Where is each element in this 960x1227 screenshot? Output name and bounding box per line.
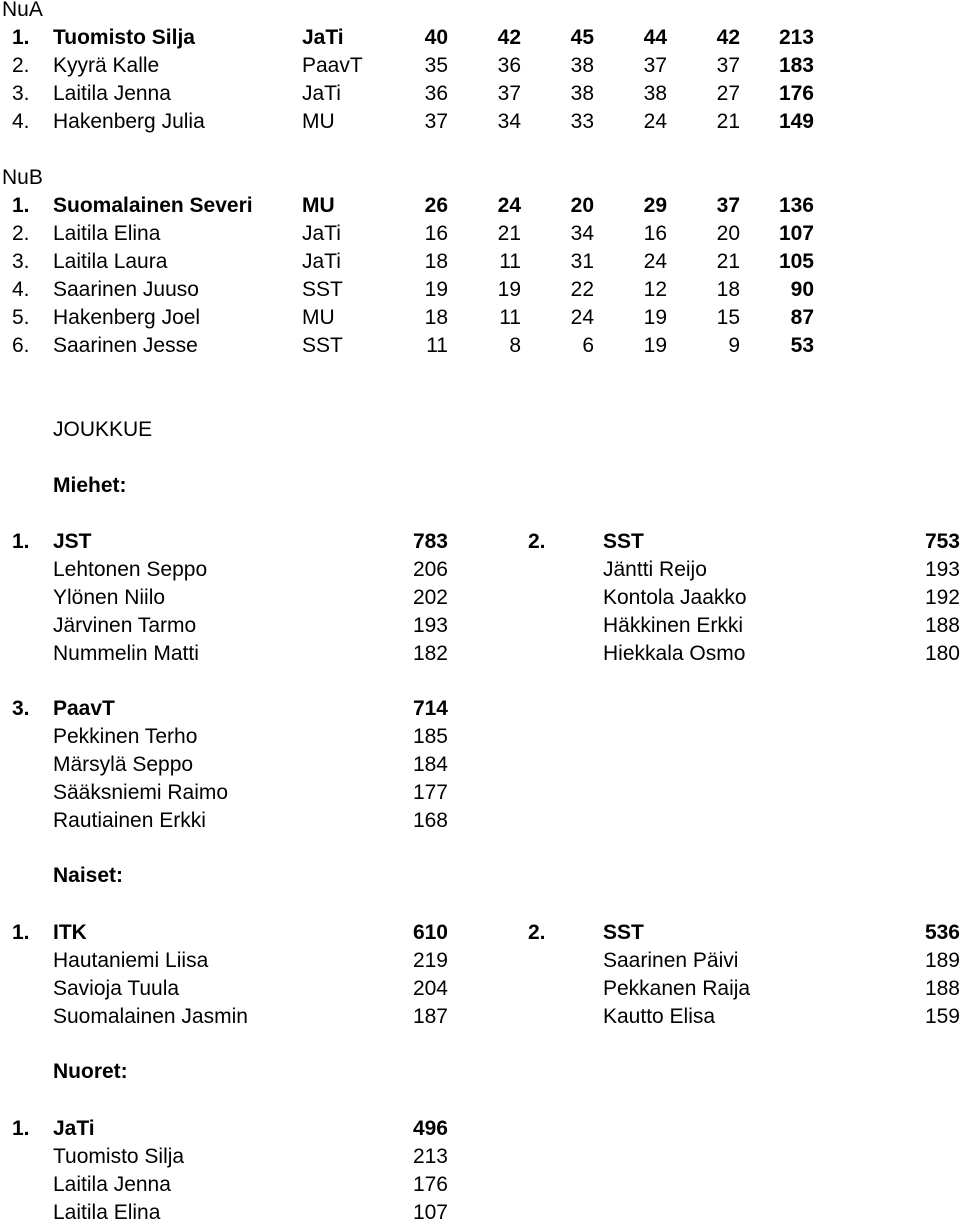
round-score: 21	[497, 222, 521, 245]
member-name: Tuomisto Silja	[53, 1145, 185, 1168]
round-score: 42	[716, 26, 740, 49]
total-score: 213	[778, 26, 814, 49]
team-rank: 2.	[528, 530, 546, 553]
athlete-name: Laitila Laura	[53, 250, 168, 273]
row-rank: 4.	[12, 278, 30, 301]
team-heading: JOUKKUE	[53, 418, 153, 441]
round-score: 19	[643, 334, 667, 357]
team-name: SST	[603, 530, 644, 553]
round-score: 18	[424, 306, 448, 329]
member-score: 213	[412, 1145, 448, 1168]
member-name: Häkkinen Erkki	[603, 614, 744, 637]
member-score: 182	[412, 642, 448, 665]
round-score: 24	[643, 110, 667, 133]
member-name: Rautiainen Erkki	[53, 809, 206, 832]
member-name: Laitila Elina	[53, 1201, 161, 1224]
athlete-name: Saarinen Jesse	[53, 334, 198, 357]
round-score: 29	[643, 194, 667, 217]
round-score: 20	[570, 194, 594, 217]
member-name: Märsylä Seppo	[53, 753, 194, 776]
round-score: 31	[570, 250, 594, 273]
member-name: Savioja Tuula	[53, 977, 180, 1000]
round-score: 45	[570, 26, 594, 49]
team-total: 536	[924, 921, 960, 944]
class-heading: NuA	[2, 0, 43, 21]
team-total: 714	[412, 697, 448, 720]
round-score: 37	[424, 110, 448, 133]
round-score: 37	[716, 54, 740, 77]
member-score: 176	[412, 1173, 448, 1196]
club-name: MU	[302, 194, 335, 217]
member-score: 206	[412, 558, 448, 581]
member-name: Saarinen Päivi	[603, 949, 739, 972]
round-score: 16	[643, 222, 667, 245]
round-score: 35	[424, 54, 448, 77]
round-score: 11	[426, 334, 448, 357]
member-name: Hautaniemi Liisa	[53, 949, 209, 972]
total-score: 149	[778, 110, 814, 133]
row-rank: 1.	[12, 26, 30, 49]
member-name: Laitila Jenna	[53, 1173, 171, 1196]
round-score: 19	[497, 278, 521, 301]
round-score: 18	[424, 250, 448, 273]
total-score: 176	[778, 82, 814, 105]
row-rank: 2.	[12, 54, 30, 77]
team-name: SST	[603, 921, 644, 944]
total-score: 136	[778, 194, 814, 217]
row-rank: 5.	[12, 306, 30, 329]
member-score: 107	[412, 1201, 448, 1224]
round-score: 18	[716, 278, 740, 301]
team-group-label: Naiset:	[53, 864, 124, 887]
member-score: 192	[924, 586, 960, 609]
member-score: 193	[924, 558, 960, 581]
member-score: 184	[412, 753, 448, 776]
round-score: 34	[497, 110, 521, 133]
round-score: 24	[497, 194, 521, 217]
round-score: 8	[509, 334, 521, 357]
round-score: 38	[570, 54, 594, 77]
member-score: 189	[924, 949, 960, 972]
round-score: 16	[424, 222, 448, 245]
member-score: 188	[924, 614, 960, 637]
total-score: 183	[778, 54, 814, 77]
member-name: Hiekkala Osmo	[603, 642, 746, 665]
team-total: 610	[412, 921, 448, 944]
member-score: 188	[924, 977, 960, 1000]
member-score: 159	[924, 1005, 960, 1028]
round-score: 22	[570, 278, 594, 301]
club-name: MU	[302, 306, 335, 329]
member-score: 185	[412, 725, 448, 748]
member-score: 187	[412, 1005, 448, 1028]
round-score: 21	[716, 110, 740, 133]
round-score: 21	[716, 250, 740, 273]
round-score: 37	[643, 54, 667, 77]
round-score: 6	[582, 334, 594, 357]
member-name: Nummelin Matti	[53, 642, 199, 665]
round-score: 37	[716, 194, 740, 217]
club-name: SST	[302, 278, 343, 301]
member-name: Kautto Elisa	[603, 1005, 716, 1028]
member-score: 202	[412, 586, 448, 609]
round-score: 24	[643, 250, 667, 273]
round-score: 42	[497, 26, 521, 49]
athlete-name: Kyyrä Kalle	[53, 54, 160, 77]
member-score: 168	[412, 809, 448, 832]
row-rank: 3.	[12, 250, 30, 273]
round-score: 44	[643, 26, 667, 49]
member-name: Lehtonen Seppo	[53, 558, 208, 581]
club-name: JaTi	[302, 250, 341, 273]
athlete-name: Saarinen Juuso	[53, 278, 199, 301]
team-total: 783	[412, 530, 448, 553]
athlete-name: Hakenberg Joel	[53, 306, 201, 329]
team-rank: 3.	[12, 697, 30, 720]
member-name: Jäntti Reijo	[603, 558, 707, 581]
row-rank: 4.	[12, 110, 30, 133]
class-heading: NuB	[2, 166, 43, 189]
member-name: Suomalainen Jasmin	[53, 1005, 248, 1028]
club-name: JaTi	[302, 82, 341, 105]
member-name: Ylönen Niilo	[53, 586, 166, 609]
team-rank: 2.	[528, 921, 546, 944]
round-score: 20	[716, 222, 740, 245]
club-name: JaTi	[302, 222, 341, 245]
round-score: 38	[643, 82, 667, 105]
round-score: 19	[643, 306, 667, 329]
team-total: 496	[412, 1117, 448, 1140]
member-score: 193	[412, 614, 448, 637]
team-rank: 1.	[12, 530, 30, 553]
club-name: SST	[302, 334, 343, 357]
round-score: 15	[716, 306, 740, 329]
total-score: 90	[790, 278, 814, 301]
member-name: Pekkinen Terho	[53, 725, 198, 748]
total-score: 105	[778, 250, 814, 273]
club-name: PaavT	[302, 54, 363, 77]
round-score: 11	[499, 250, 521, 273]
team-group-label: Nuoret:	[53, 1060, 128, 1083]
team-total: 753	[924, 530, 960, 553]
round-score: 19	[424, 278, 448, 301]
total-score: 53	[790, 334, 814, 357]
row-rank: 2.	[12, 222, 30, 245]
member-name: Järvinen Tarmo	[53, 614, 197, 637]
member-score: 204	[412, 977, 448, 1000]
round-score: 11	[499, 306, 521, 329]
round-score: 34	[570, 222, 594, 245]
round-score: 24	[570, 306, 594, 329]
athlete-name: Suomalainen Severi	[53, 194, 253, 217]
athlete-name: Tuomisto Silja	[53, 26, 195, 49]
member-name: Kontola Jaakko	[603, 586, 747, 609]
round-score: 36	[424, 82, 448, 105]
total-score: 87	[790, 306, 814, 329]
member-score: 219	[412, 949, 448, 972]
row-rank: 1.	[12, 194, 30, 217]
team-name: PaavT	[53, 697, 115, 720]
round-score: 26	[424, 194, 448, 217]
team-name: JaTi	[53, 1117, 95, 1140]
member-name: Sääksniemi Raimo	[53, 781, 229, 804]
club-name: JaTi	[302, 26, 344, 49]
round-score: 37	[497, 82, 521, 105]
round-score: 40	[424, 26, 448, 49]
athlete-name: Laitila Jenna	[53, 82, 171, 105]
member-name: Pekkanen Raija	[603, 977, 751, 1000]
round-score: 33	[570, 110, 594, 133]
round-score: 9	[728, 334, 740, 357]
round-score: 27	[716, 82, 740, 105]
athlete-name: Hakenberg Julia	[53, 110, 205, 133]
club-name: MU	[302, 110, 335, 133]
team-rank: 1.	[12, 921, 30, 944]
round-score: 38	[570, 82, 594, 105]
row-rank: 3.	[12, 82, 30, 105]
team-name: ITK	[53, 921, 87, 944]
team-group-label: Miehet:	[53, 474, 127, 497]
member-score: 180	[924, 642, 960, 665]
row-rank: 6.	[12, 334, 30, 357]
member-score: 177	[412, 781, 448, 804]
round-score: 12	[643, 278, 667, 301]
round-score: 36	[497, 54, 521, 77]
athlete-name: Laitila Elina	[53, 222, 161, 245]
team-name: JST	[53, 530, 92, 553]
total-score: 107	[778, 222, 814, 245]
team-rank: 1.	[12, 1117, 30, 1140]
